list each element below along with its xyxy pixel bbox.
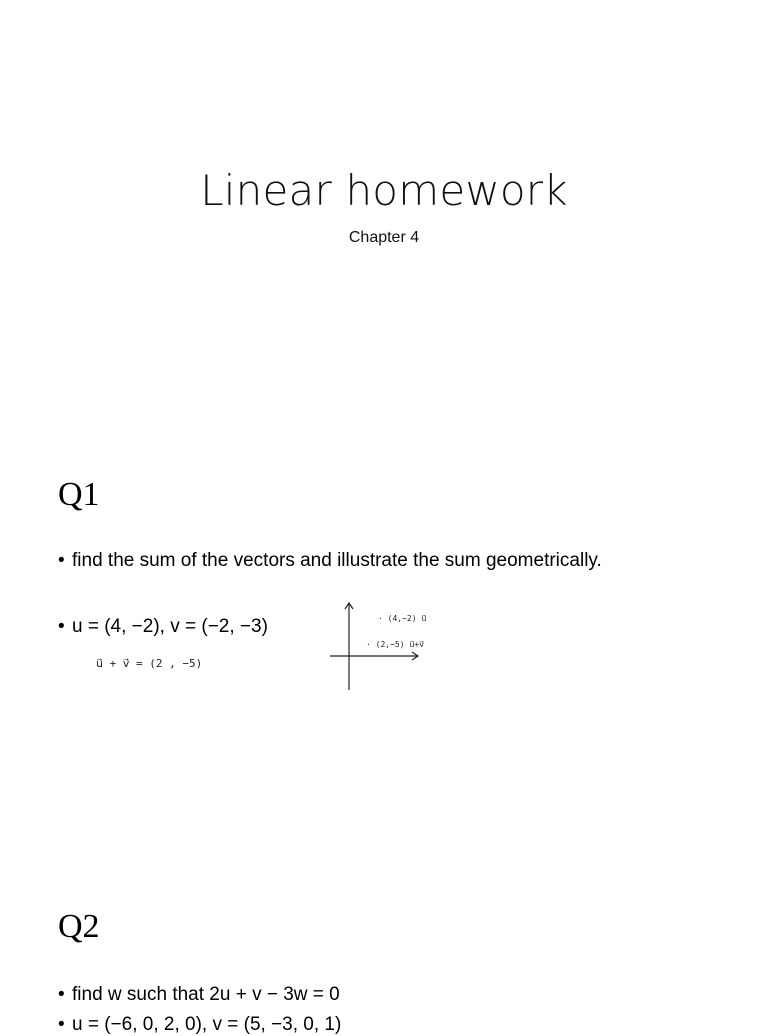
bullet-marker: • (58, 550, 65, 571)
question-2-prompt-text: find w such that 2u + v − 3w = 0 (72, 984, 340, 1005)
question-1-prompt-text: find the sum of the vectors and illustrate the sum geometrically. (72, 550, 602, 571)
bullet-marker: • (58, 616, 65, 637)
question-1-prompt (58, 550, 602, 572)
question-1-slide (0, 432, 768, 864)
vector-sum-sketch (320, 598, 440, 694)
point-sum-label: · (2,−5) u⃗+v⃗ (366, 640, 424, 649)
question-2-slide (0, 864, 768, 1035)
title-slide (0, 0, 768, 432)
question-1-heading: Q1 (58, 476, 100, 513)
point-u-label: · (4,−2) u⃗ (378, 614, 427, 623)
question-1-vectors (58, 616, 268, 638)
bullet-marker: • (58, 984, 65, 1005)
question-2-vectors-text: u = (−6, 0, 2, 0), v = (5, −3, 0, 1) (72, 1014, 342, 1035)
slide-subtitle: Chapter 4 (348, 229, 420, 246)
question-2-prompt (58, 984, 340, 1006)
slide-title: Linear homework (200, 166, 568, 215)
bullet-marker: • (58, 1014, 65, 1035)
question-2-heading: Q2 (58, 908, 100, 945)
question-1-vectors-text: u = (4, −2), v = (−2, −3) (72, 616, 268, 637)
handwritten-sum-answer: u⃗ + v⃗ = (2 , −5) (96, 657, 203, 670)
question-2-vectors (58, 1014, 341, 1036)
